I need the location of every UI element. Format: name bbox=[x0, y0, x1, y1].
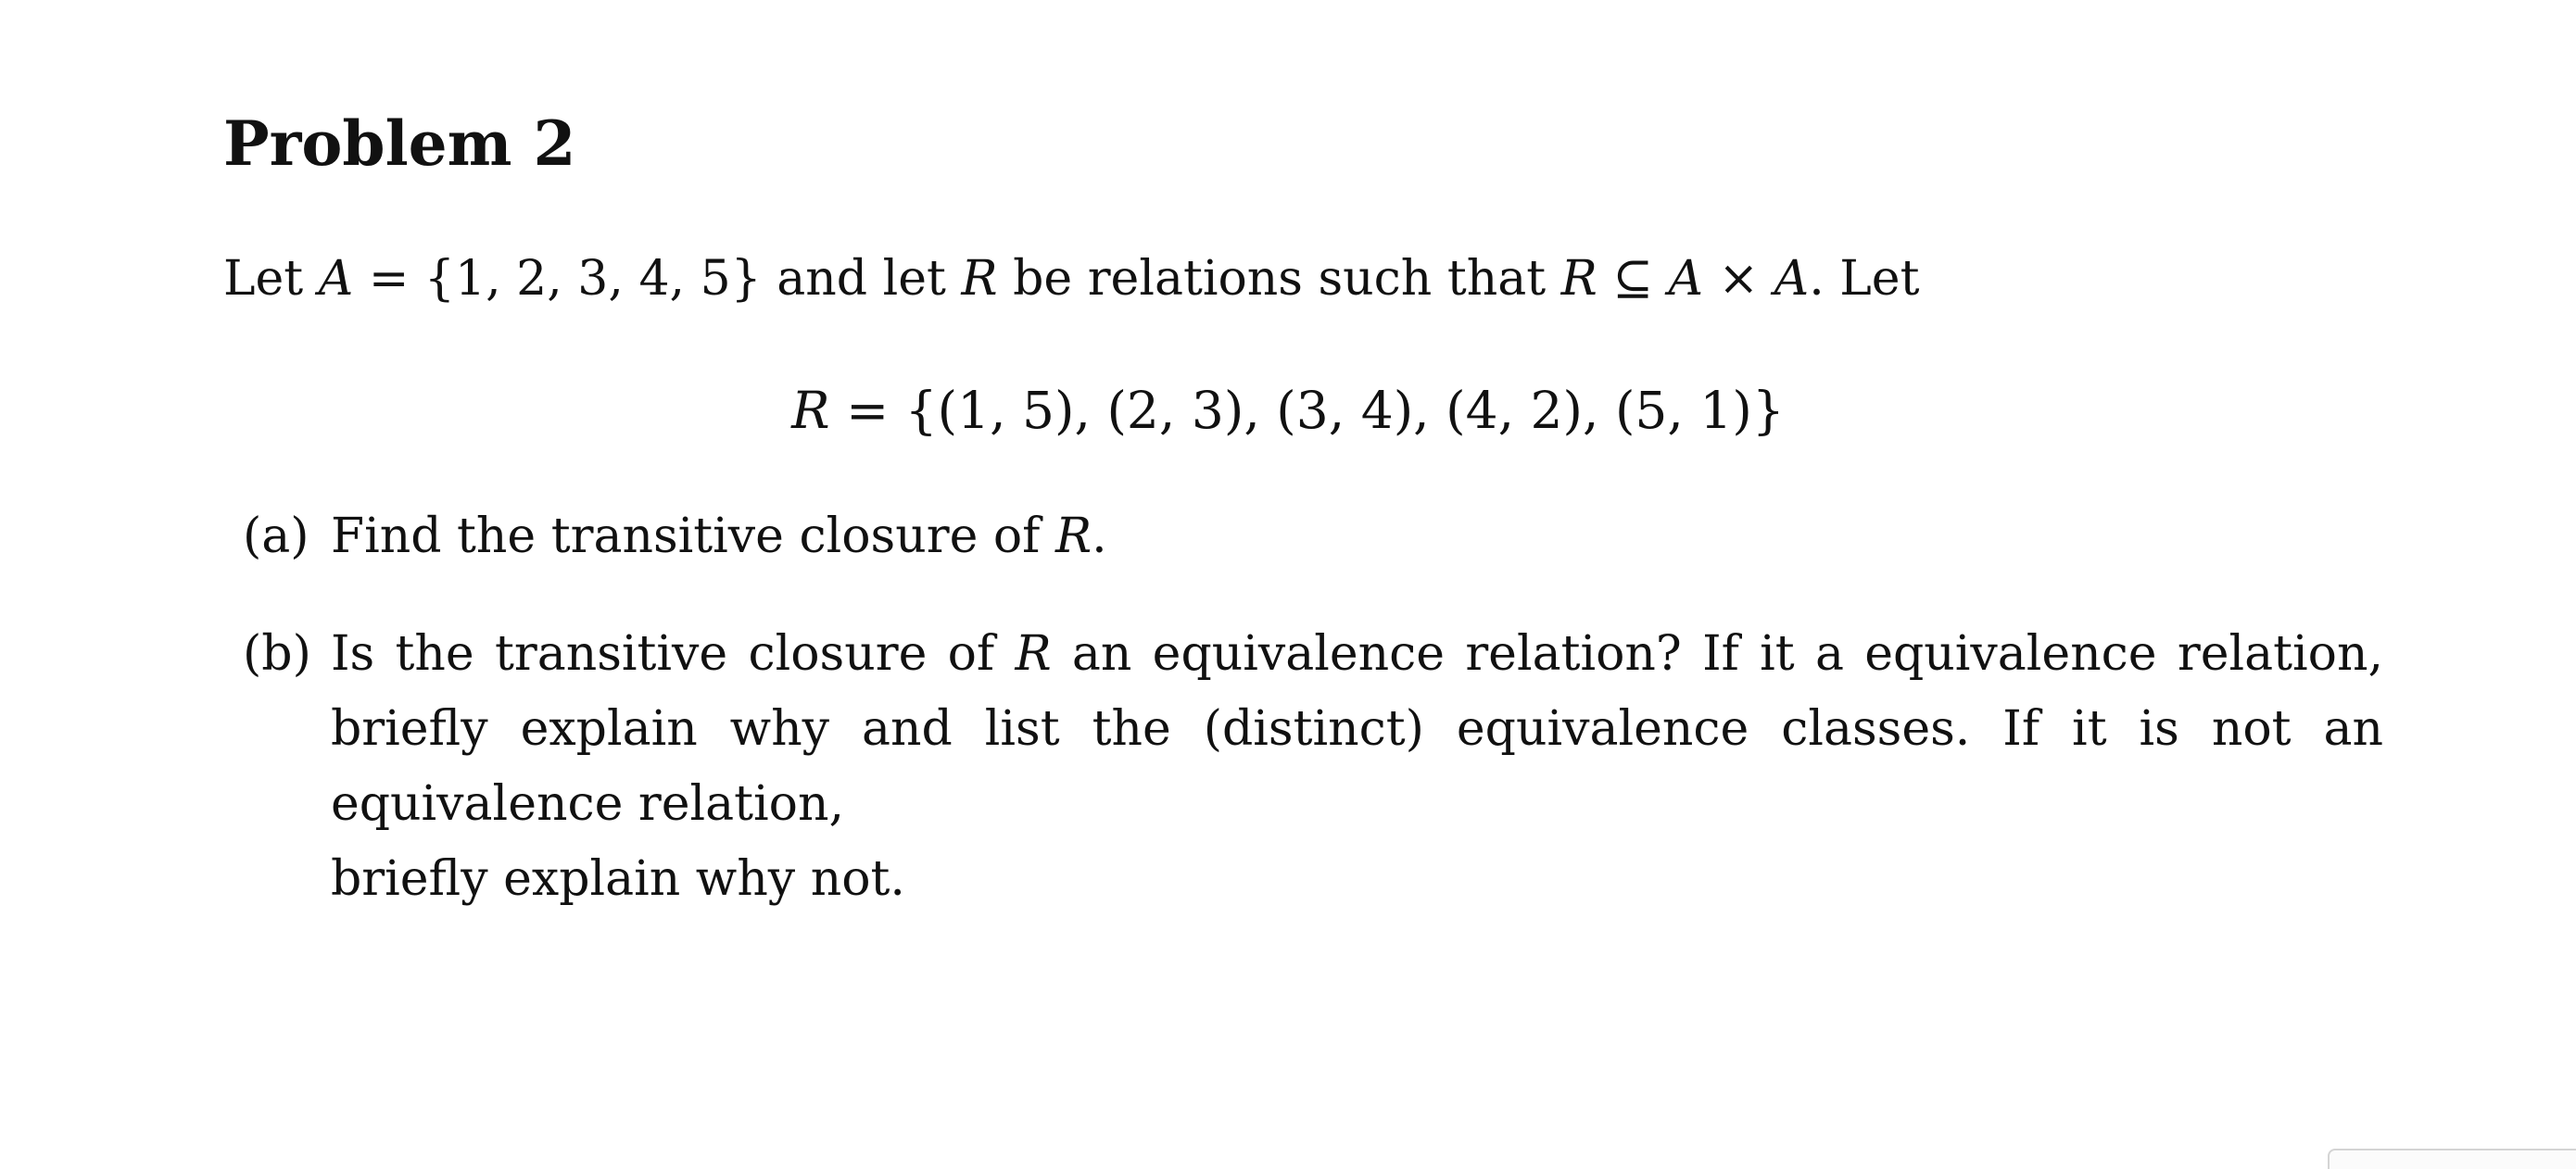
part-a-label: (a) bbox=[243, 509, 309, 564]
math-var-r: R bbox=[1015, 626, 1052, 682]
part-a bbox=[243, 508, 2383, 565]
part-b-last-line: briefly explain why not. bbox=[331, 851, 905, 907]
relation-set: = {(1, 5), (2, 3), (3, 4), (4, 2), (5, 1)} bbox=[829, 381, 1785, 440]
intro-be-relations: be relations such that bbox=[997, 251, 1561, 307]
problem-heading: Problem 2 bbox=[223, 107, 576, 180]
part-a-period: . bbox=[1092, 509, 1107, 564]
math-var-r: R bbox=[1054, 509, 1092, 564]
math-var-r: R bbox=[961, 251, 998, 307]
math-var-a: A bbox=[1668, 251, 1703, 307]
math-var-r: R bbox=[1560, 251, 1597, 307]
part-b-question-rest: an equivalence relation? If it a equivalence relation, briefly explain why and list the (distinct) equivalence classes. If it is not an equivalence relation, bbox=[331, 626, 2383, 832]
part-b-label: (b) bbox=[243, 626, 311, 682]
part-a-text bbox=[331, 508, 2383, 565]
intro-let: Let bbox=[223, 251, 319, 307]
intro-period-let: . Let bbox=[1809, 251, 1920, 307]
math-var-a: A bbox=[1774, 251, 1810, 307]
intro-set-a: = {1, 2, 3, 4, 5} bbox=[353, 251, 777, 307]
corner-widget-edge bbox=[2328, 1149, 2576, 1169]
relation-display-equation bbox=[0, 380, 2576, 441]
intro-paragraph bbox=[223, 250, 1919, 308]
part-b-question-start: Is the transitive closure of bbox=[331, 626, 1016, 682]
subseteq-symbol: ⊆ bbox=[1597, 251, 1669, 307]
part-b bbox=[243, 617, 2383, 917]
times-symbol: × bbox=[1703, 251, 1774, 307]
part-a-question: Find the transitive closure of bbox=[331, 509, 1055, 564]
part-b-text bbox=[331, 617, 2383, 842]
intro-and-let: and let bbox=[777, 251, 962, 307]
math-var-r: R bbox=[791, 381, 830, 440]
math-var-a: A bbox=[318, 251, 354, 307]
